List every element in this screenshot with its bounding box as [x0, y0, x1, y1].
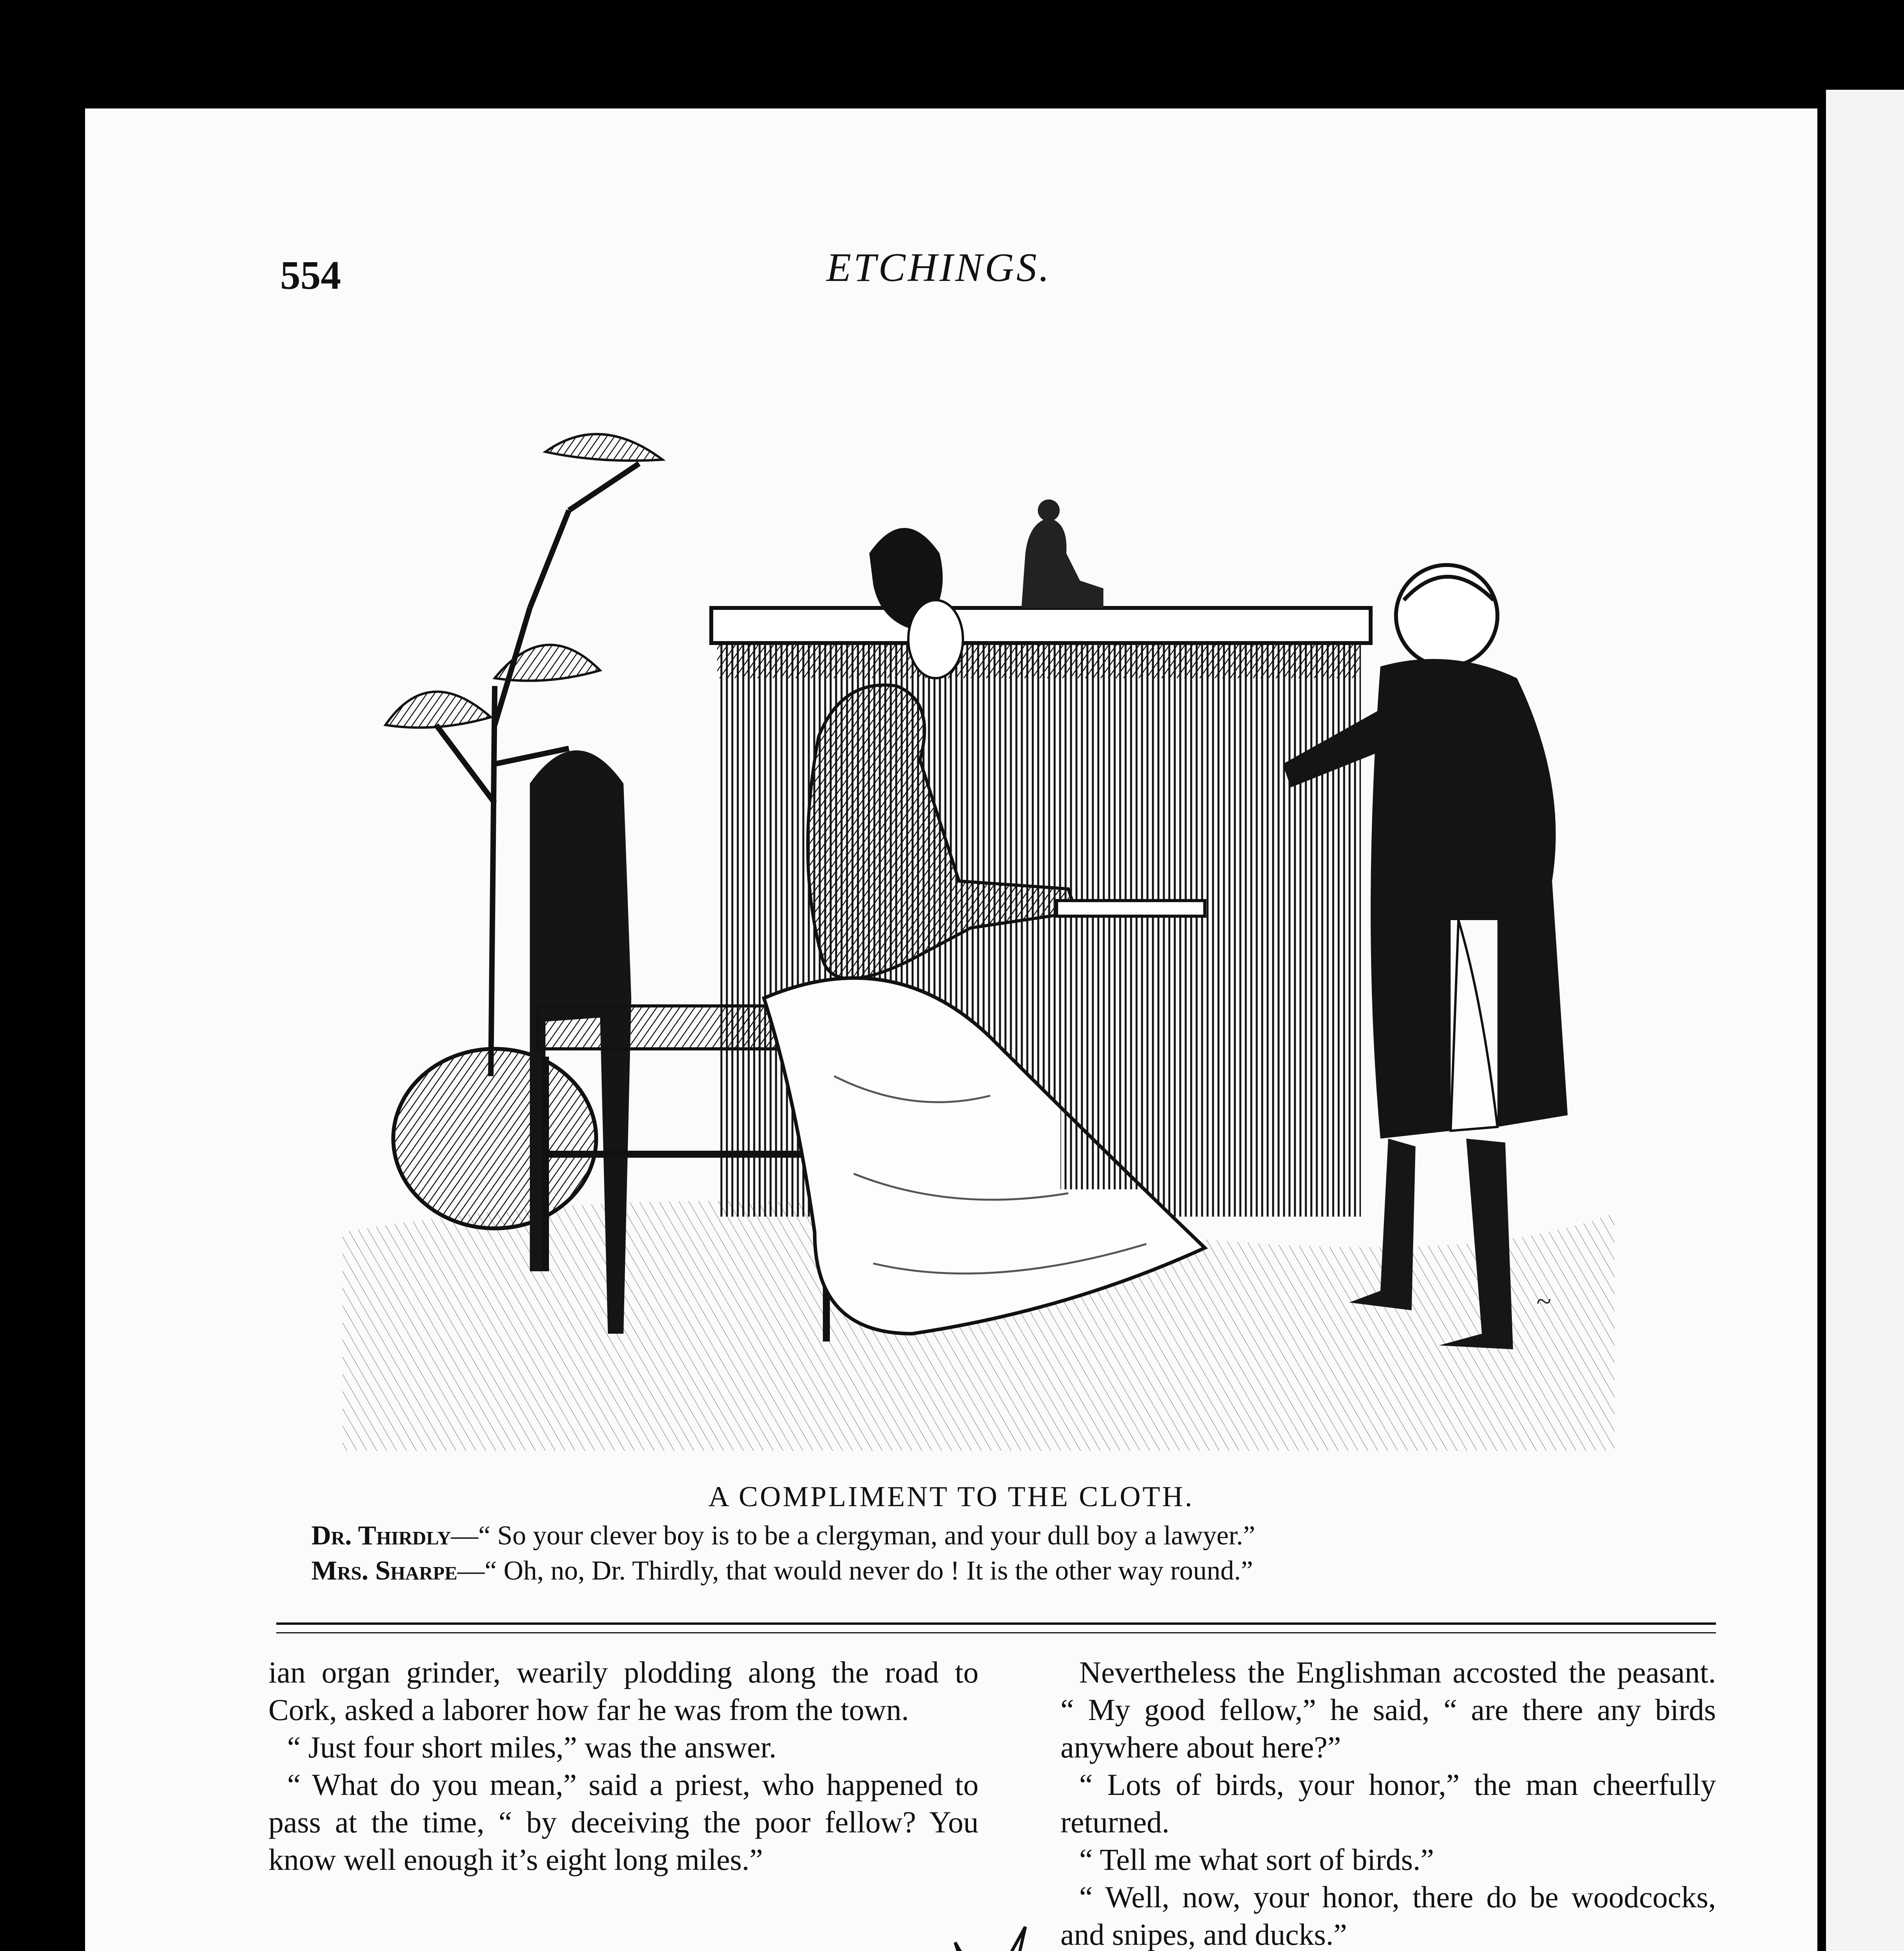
magazine-page [85, 108, 1817, 1951]
paragraph: ian organ grinder, wearily plodding along the road to Cork, asked a laborer how far he was from the town. [268, 1655, 979, 1727]
caption-quote-2: —“ Oh, no, Dr. Thirdly, that would never do ! It is the other way round.” [457, 1556, 1253, 1586]
svg-text:~ [1536, 1286, 1551, 1317]
paragraph: “ Well, now, your honor, there do be woodcocks, and snipes, and ducks.” [1060, 1880, 1716, 1951]
paragraph: “ What do you mean,” said a priest, who happened to pass at the time, “ by deceiving the poor fellow? You know well enough it’s eight long miles.” [268, 1768, 979, 1876]
left-text-column [268, 1654, 979, 1878]
caption-dialogue-line-2 [311, 1552, 1755, 1590]
paragraph: “ Just four short miles,” was the answer. [287, 1730, 777, 1764]
right-text-column [1060, 1654, 1716, 1951]
page-number: 554 [280, 253, 341, 298]
running-title: ETCHINGS. [826, 245, 1051, 290]
section-divider-bottom [276, 1632, 1716, 1633]
paragraph: “ Tell me what sort of birds.” [1079, 1843, 1434, 1876]
adjacent-page-edge [1826, 90, 1904, 1951]
caption-speaker-1: Dr. Thirdly [311, 1521, 451, 1551]
illustration-caption-title: A COMPLIMENT TO THE CLOTH. [708, 1481, 1194, 1513]
section-divider-top [276, 1622, 1716, 1625]
caption-speaker-2: Mrs. Sharpe [311, 1556, 458, 1586]
artist-signature-mark: ~ [1536, 1286, 1551, 1317]
paragraph: Nevertheless the Englishman accosted the peasant. “ My good fellow,” he said, “ are there any birds anywhere about here?” [1060, 1655, 1716, 1764]
engraving-illustration [327, 335, 1700, 1455]
caption-quote-1: —“ So your clever boy is to be a clergyman, and your dull boy a lawyer.” [451, 1521, 1256, 1551]
paragraph: “ Lots of birds, your honor,” the man cheerfully returned. [1060, 1768, 1716, 1839]
caption-dialogue-line-1 [311, 1517, 1755, 1555]
